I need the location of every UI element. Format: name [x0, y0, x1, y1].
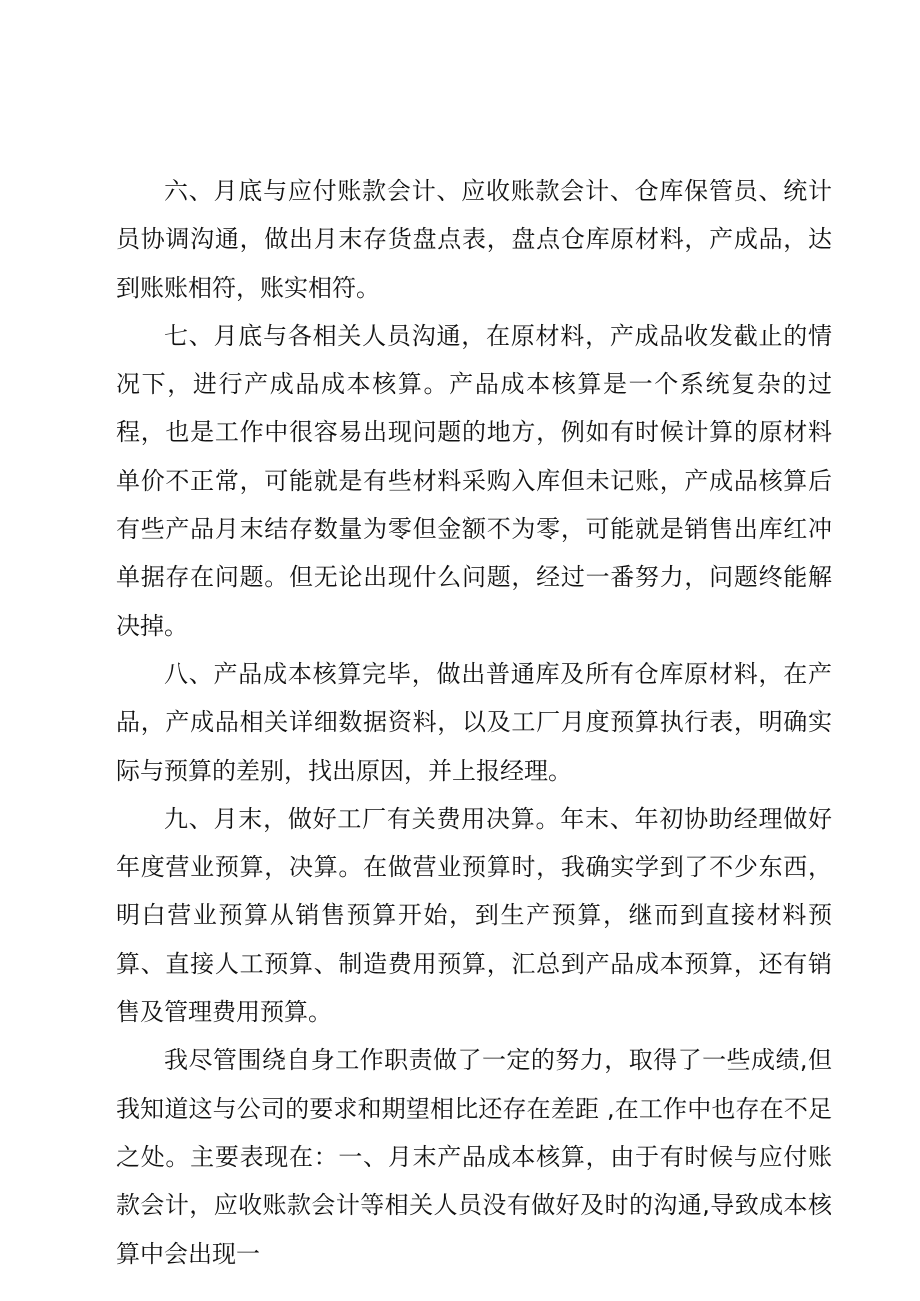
paragraph-item-6: 六、月底与应付账款会计、应收账款会计、仓库保管员、统计员协调沟通，做出月末存货盘点表，盘点仓库原材料，产成品，达到账账相符，账实相符。: [116, 177, 832, 302]
paragraph-item-8: 八、产品成本核算完毕，做出普通库及所有仓库原材料，在产品，产成品相关详细数据资料，以及工厂月度预算执行表，明确实际与预算的差别，找出原因，并上报经理。: [116, 659, 832, 785]
paragraph-summary: 我尽管围绕自身工作职责做了一定的努力，取得了一些成绩,但我知道这与公司的要求和期望相比还存在差距 ,在工作中也存在不足之处。主要表现在：一、月末产品成本核算，由于有时候与应付账款会计，应收账款会计等相关人员没有做好及时的沟通,导致成本核算中会出现一: [116, 1046, 832, 1268]
paragraph-item-9: 九、月末，做好工厂有关费用决算。年末、年初协助经理做好年度营业预算，决算。在做营业预算时，我确实学到了不少东西，明白营业预算从销售预算开始，到生产预算，继而到直接材料预算、直接人工预算、制造费用预算，汇总到产品成本预算，还有销售及管理费用预算。: [116, 804, 832, 1027]
paragraph-item-7: 七、月底与各相关人员沟通，在原材料，产成品收发截止的情况下，进行产成品成本核算。产品成本核算是一个系统复杂的过程，也是工作中很容易出现问题的地方，例如有时候计算的原材料单价不正常，可能就是有些材料采购入库但未记账，产成品核算后有些产品月末结存数量为零但金额不为零，可能就是销售出库红冲单据存在问题。但无论出现什么问题，经过一番努力，问题终能解决掉。: [116, 321, 832, 640]
body-text: [116, 167, 832, 1278]
